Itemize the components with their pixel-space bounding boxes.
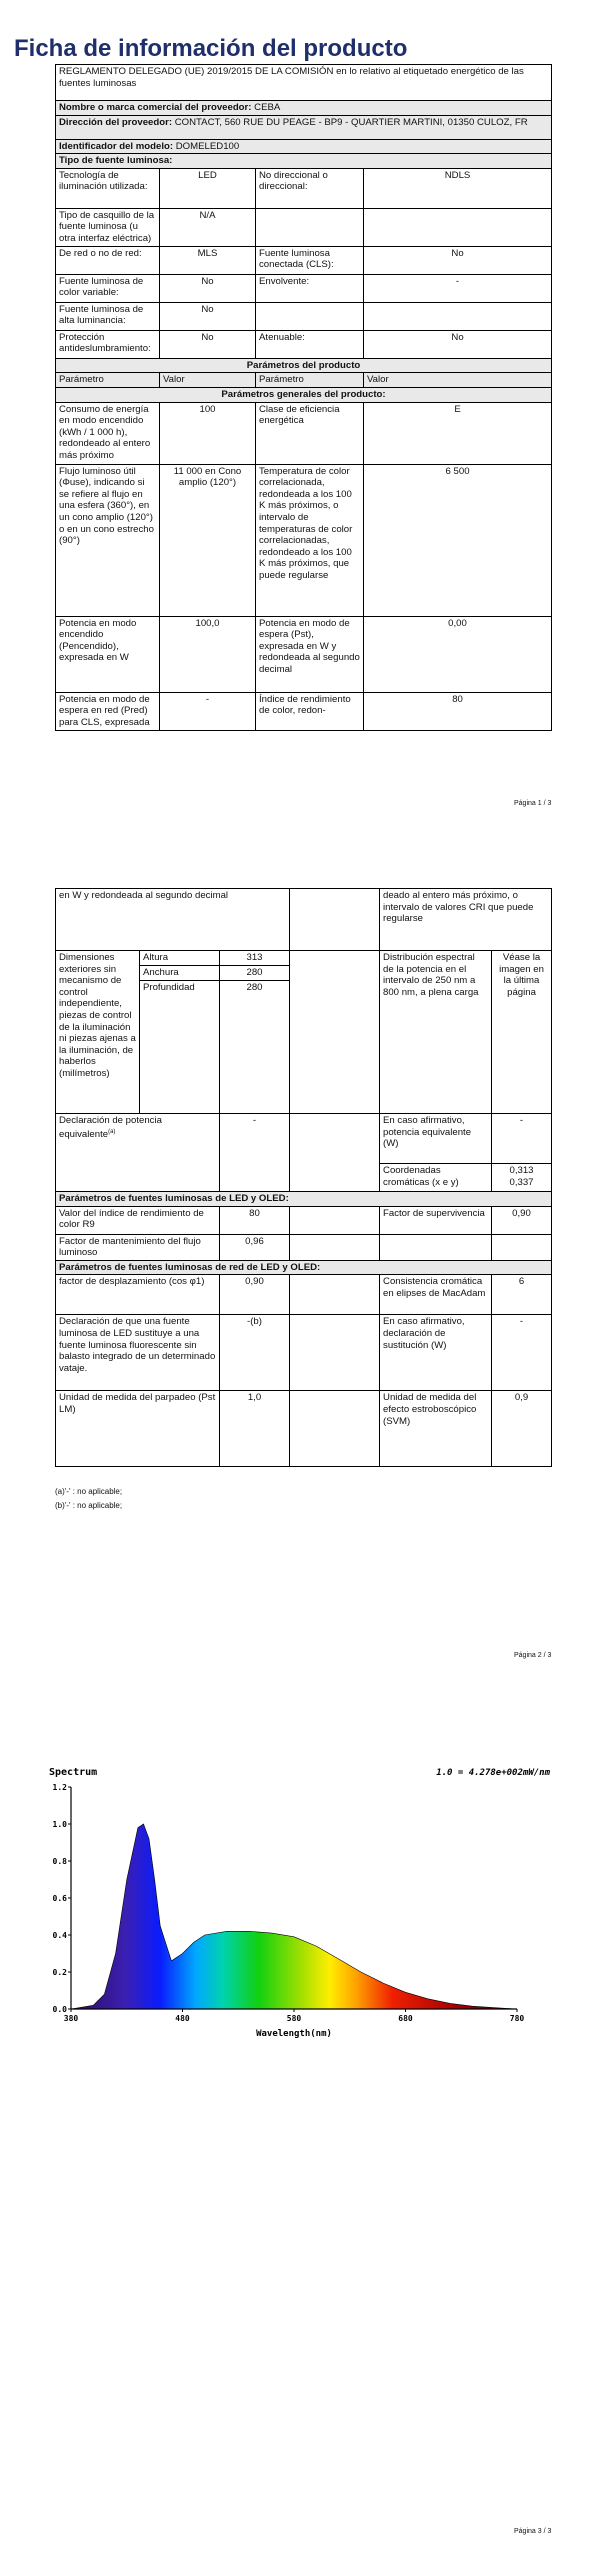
spectral-value: Véase la imagen en la última página xyxy=(492,951,552,1114)
param-label: De red o no de red: xyxy=(56,246,160,274)
footnote-a: (a)'-' : no aplicable; xyxy=(55,1487,123,1496)
param-label: Índice de rendimiento de color, redon- xyxy=(256,692,364,730)
x-tick-label: 480 xyxy=(175,2014,190,2023)
col-header: Valor xyxy=(364,373,552,388)
param-label: Potencia en modo de espera (Pst), expresada en W y redondeada al segundo decimal xyxy=(256,616,364,692)
param-value: - xyxy=(160,692,256,730)
param-value: - xyxy=(492,1114,552,1164)
param-label: Protección antideslumbramiento: xyxy=(56,330,160,358)
param-label: factor de desplazamiento (cos φ1) xyxy=(56,1275,220,1315)
mains-heading: Parámetros de fuentes luminosas de red de LED y OLED: xyxy=(56,1260,552,1275)
param-label: Unidad de medida del efecto estroboscópico (SVM) xyxy=(380,1391,492,1467)
param-label: Coordenadas cromáticas (x e y) xyxy=(380,1164,492,1192)
col-header: Valor xyxy=(160,373,256,388)
page-number: Página 2 / 3 xyxy=(514,1652,552,1659)
param-value xyxy=(492,1234,552,1260)
param-value: 0,96 xyxy=(220,1234,290,1260)
param-value: 6 500 xyxy=(364,464,552,616)
param-label: Temperatura de color correlacionada, redondeada a los 100 K más próximos, o intervalo de temperaturas de color correlacionadas, redondeado a los 100 K más próximos, que puede regularse xyxy=(256,464,364,616)
y-tick-label: 1.2 xyxy=(52,1783,67,1792)
model-row xyxy=(56,139,552,154)
param-label: Factor de supervivencia xyxy=(380,1206,492,1234)
equiv-cell xyxy=(56,1114,220,1192)
spectrum-area xyxy=(71,1824,517,2009)
footnote-ref: (a) xyxy=(108,1128,116,1135)
param-label: Unidad de medida del parpadeo (Pst LM) xyxy=(56,1391,220,1467)
param-label: Consumo de energía en modo encendido (kWh / 1 000 h), redondeado al entero más próximo xyxy=(56,402,160,464)
param-value: NDLS xyxy=(364,168,552,208)
y-tick-label: 0.8 xyxy=(52,1857,67,1866)
param-value: No xyxy=(364,330,552,358)
param-value: 6 xyxy=(492,1275,552,1315)
param-value: 0,90 xyxy=(220,1275,290,1315)
continued-label: en W y redondeada al segundo decimal xyxy=(56,889,290,951)
param-value: 0,9 xyxy=(492,1391,552,1467)
spectral-label: Distribución espectral de la potencia en el intervalo de 250 nm a 800 nm, a plena carga xyxy=(380,951,492,1114)
param-value: 11 000 en Cono amplio (120°) xyxy=(160,464,256,616)
param-value: E xyxy=(364,402,552,464)
spacer-cell xyxy=(290,1206,380,1234)
param-label: Atenuable: xyxy=(256,330,364,358)
param-value: LED xyxy=(160,168,256,208)
dim-value: 280 xyxy=(220,981,290,1114)
param-value: 0,00 xyxy=(364,616,552,692)
y-tick-label: 0.6 xyxy=(52,1894,67,1903)
plot-area xyxy=(53,1783,525,2023)
document-title: Ficha de información del producto xyxy=(14,35,408,62)
param-value: 1,0 xyxy=(220,1391,290,1467)
param-value: 100,0 xyxy=(160,616,256,692)
param-label: No direccional o direccional: xyxy=(256,168,364,208)
spacer-cell xyxy=(290,1391,380,1467)
chart-annotation: 1.0 = 4.278e+002mW/nm xyxy=(436,1768,550,1778)
param-label: Envolvente: xyxy=(256,274,364,302)
param-value: - xyxy=(220,1114,290,1192)
model-value: DOMELED100 xyxy=(175,140,240,152)
supplier-row xyxy=(56,101,552,116)
equiv-label: Declaración de potencia equivalente xyxy=(59,1115,162,1140)
regulation-text: REGLAMENTO DELEGADO (UE) 2019/2015 DE LA COMISIÓN en lo relativo al etiquetado energético de las fuentes luminosas xyxy=(56,65,552,101)
spacer-cell xyxy=(290,889,380,951)
param-label: En caso afirmativo, declaración de sustitución (W) xyxy=(380,1315,492,1391)
address-label: Dirección del proveedor: xyxy=(59,116,173,128)
param-label: Potencia en modo de espera en red (Pred) para CLS, expresada xyxy=(56,692,160,730)
param-label: Declaración de que una fuente luminosa de LED sustituye a una fuente luminosa fluorescente sin balasto integrado de un determinado vataje. xyxy=(56,1315,220,1391)
param-value: 100 xyxy=(160,402,256,464)
param-value: 0,90 xyxy=(492,1206,552,1234)
dim-name: Profundidad xyxy=(140,981,220,1114)
y-tick-label: 1.0 xyxy=(52,1820,67,1829)
param-label: Tecnología de iluminación utilizada: xyxy=(56,168,160,208)
param-value: No xyxy=(160,274,256,302)
x-tick-label: 580 xyxy=(286,2014,302,2023)
param-label: Factor de mantenimiento del flujo luminoso xyxy=(56,1234,220,1260)
led-heading: Parámetros de fuentes luminosas de LED y OLED: xyxy=(56,1192,552,1207)
param-label: Fuente luminosa conectada (CLS): xyxy=(256,246,364,274)
param-label: Potencia en modo encendido (Pencendido), expresada en W xyxy=(56,616,160,692)
param-label xyxy=(256,302,364,330)
page2-table xyxy=(55,888,552,1467)
footnote-b: (b)'-' : no aplicable; xyxy=(55,1501,123,1510)
x-tick-label: 780 xyxy=(509,2014,525,2023)
param-label: En caso afirmativo, potencia equivalente (W) xyxy=(380,1114,492,1164)
col-header: Parámetro xyxy=(56,373,160,388)
param-value: No xyxy=(160,302,256,330)
chart-title: Spectrum xyxy=(49,1767,98,1778)
x-axis-label: Wavelength(nm) xyxy=(256,2029,332,2039)
continued-label: deado al entero más próximo, o intervalo de valores CRI que puede regularse xyxy=(380,889,552,951)
page-number: Página 3 / 3 xyxy=(514,2528,552,2535)
param-value: No xyxy=(364,246,552,274)
spacer-cell xyxy=(290,951,380,1114)
param-value: No xyxy=(160,330,256,358)
type-heading: Tipo de fuente luminosa: xyxy=(56,154,552,169)
y-tick-label: 0.2 xyxy=(52,1968,67,1977)
param-value: MLS xyxy=(160,246,256,274)
param-label: Consistencia cromática en elipses de MacAdam xyxy=(380,1275,492,1315)
param-label: Tipo de casquillo de la fuente luminosa (u otra interfaz eléctrica) xyxy=(56,208,160,246)
spacer-cell xyxy=(290,1114,380,1192)
dim-name: Anchura xyxy=(140,966,220,981)
dim-value: 313 xyxy=(220,951,290,966)
col-header: Parámetro xyxy=(256,373,364,388)
param-value: 80 xyxy=(220,1206,290,1234)
param-value: - xyxy=(492,1315,552,1391)
param-value: 0,313 0,337 xyxy=(492,1164,552,1192)
y-tick-label: 0.0 xyxy=(52,2005,67,2014)
params-heading: Parámetros del producto xyxy=(56,358,552,373)
param-label: Clase de eficiencia energética xyxy=(256,402,364,464)
dims-label: Dimensiones exteriores sin mecanismo de control independiente, piezas de control de la iluminación ni piezas ajenas a la iluminación, de haberlos (milímetros) xyxy=(56,951,140,1114)
supplier-value: CEBA xyxy=(254,102,281,113)
param-value: N/A xyxy=(160,208,256,246)
spacer-cell xyxy=(290,1234,380,1260)
param-label xyxy=(256,208,364,246)
general-heading: Parámetros generales del producto: xyxy=(56,387,552,402)
param-label: Valor del índice de rendimiento de color R9 xyxy=(56,1206,220,1234)
address-value: CONTACT, 560 RUE DU PEAGE - BP9 - QUARTIER MARTINI, 01350 CULOZ, FR xyxy=(174,116,528,128)
page2-table-wrapper xyxy=(55,888,551,1467)
model-label: Identificador del modelo: xyxy=(59,140,174,152)
page-number: Página 1 / 3 xyxy=(514,800,552,807)
param-label: Fuente luminosa de alta luminancia: xyxy=(56,302,160,330)
param-value xyxy=(364,302,552,330)
dim-value: 280 xyxy=(220,966,290,981)
param-value: -(b) xyxy=(220,1315,290,1391)
param-label xyxy=(380,1234,492,1260)
x-tick-label: 680 xyxy=(398,2014,413,2023)
spacer-cell xyxy=(290,1315,380,1391)
param-label: Flujo luminoso útil (Φuse), indicando si se refiere al flujo en una esfera (360°), en un cono amplio (120°) o en un cono estrecho (90°) xyxy=(56,464,160,616)
supplier-label: Nombre o marca comercial del proveedor: xyxy=(59,102,252,113)
page1-table xyxy=(55,64,552,731)
x-tick-label: 380 xyxy=(63,2014,79,2023)
dim-name: Altura xyxy=(140,951,220,966)
param-label: Fuente luminosa de color variable: xyxy=(56,274,160,302)
address-row xyxy=(56,115,552,139)
spacer-cell xyxy=(290,1275,380,1315)
param-value: - xyxy=(364,274,552,302)
param-value: 80 xyxy=(364,692,552,730)
y-tick-label: 0.4 xyxy=(52,1931,67,1940)
param-value xyxy=(364,208,552,246)
page1-table-wrapper xyxy=(55,64,551,731)
spectrum-chart xyxy=(45,1755,560,2040)
